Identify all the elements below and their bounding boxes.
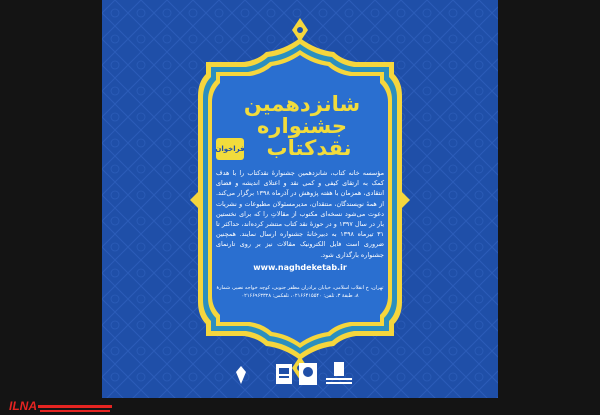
body-text: مؤسسه خانه کتاب، شانزدهمین جشنوارهٔ نقدکتاب را با هدف کمک به ارتقای کیفی و کمی نقد و اعتلای اندیشه و فضای انتقادی، همزمان با هفته پژوهش در آذرماه ۱۳۹۸ برگزار می‌کند. از همهٔ نویسندگان، منتقدان، مدیرمسئولان مطبوعات و نشریات دعوت می‌شود نسخه‌ای مکتوب از مقالاتِ را که برای نخستین بار در سال ۱۳۹۷ و در حوزهٔ نقد کتاب منتشر کرده‌اند، حداکثر تا ۳۱ تیرماه ۱۳۹۸ به دبیرخانهٔ جشنواره ارسال نمایند. همچنین ضروری است فایل الکترونیک مقالات نیز بر روی تارنمای جشنواره بارگذاری شود. — [216, 169, 384, 259]
call-badge: فراخوان — [216, 138, 244, 160]
ministry-logo-icon — [324, 362, 354, 386]
address-text: تهران، خ انقلاب اسلامی، خیابان برادران مظفر جنوبی، کوچه خواجه نصیر، شمارهٔ ۸، طبقهٔ ۳، تلفن: ۰۲۱۶۶۴۱۵۵۴۰، تلفکس: ۰۲۱۶۶۹۶۳۳۲۸ — [216, 285, 384, 299]
title-line-2: جشنواره — [257, 114, 347, 138]
website-link[interactable]: www.naghdeketab.ir — [253, 263, 347, 272]
partner-logo-4 — [324, 362, 354, 386]
emblem-logo-icon — [298, 362, 318, 386]
logo-mark-icon — [234, 364, 248, 386]
ilna-bar — [38, 405, 112, 408]
partner-logo-1 — [234, 364, 248, 386]
title-line-1: شانزدهمین — [243, 92, 361, 116]
partner-logo-3 — [298, 362, 318, 386]
book-logo-icon — [274, 362, 294, 386]
poster — [102, 0, 498, 398]
partner-logo-2 — [274, 362, 294, 386]
title-line-3: نقدکتاب — [266, 136, 352, 160]
ilna-bar-2 — [40, 410, 110, 412]
ilna-logo-text: ILNA — [9, 399, 37, 413]
